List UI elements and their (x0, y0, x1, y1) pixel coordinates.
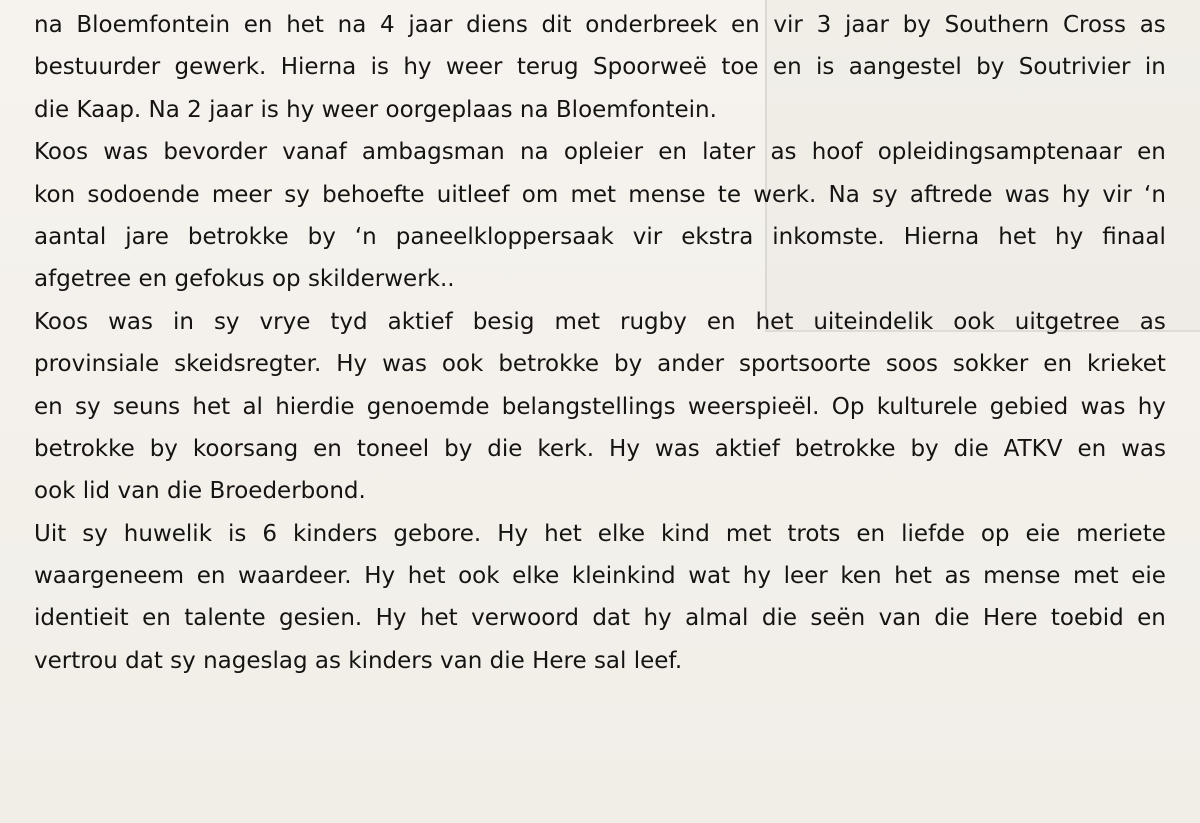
text-line: ook lid van die Broederbond. (34, 478, 366, 505)
text-line: kon sodoende meer sy behoefte uitleef om met mense te werk. Na sy aftrede was hy vir ‘n (34, 181, 1166, 208)
text-line: provinsiale skeidsregter. Hy was ook betrokke by ander sportsoorte soos sokker en krieket (34, 351, 1166, 378)
text-line: identieit en talente gesien. Hy het verwoord dat hy almal die seën van die Here toebid en (34, 605, 1166, 632)
text-line: bestuurder gewerk. Hierna is hy weer terug Spoorweë toe en is aangestel by Soutrivier in (34, 54, 1166, 81)
text-line: Uit sy huwelik is 6 kinders gebore. Hy het elke kind met trots en liefde op eie meriete (34, 520, 1166, 547)
text-line: vertrou dat sy nageslag as kinders van die Here sal leef. (34, 647, 683, 674)
text-line: Koos was in sy vrye tyd aktief besig met rugby en het uiteindelik ook uitgetree as (34, 308, 1166, 335)
text-line: waargeneem en waardeer. Hy het ook elke kleinkind wat hy leer ken het as mense met eie (34, 563, 1166, 590)
text-line: en sy seuns het al hierdie genoemde belangstellings weerspieël. Op kulturele gebied was hy (34, 393, 1166, 420)
text-line: afgetree en gefokus op skilderwerk.. (34, 266, 455, 293)
text-line: aantal jare betrokke by ‘n paneelkloppersaak vir ekstra inkomste. Hierna het hy finaal (34, 223, 1166, 250)
text-line: die Kaap. Na 2 jaar is hy weer oorgeplaas na Bloemfontein. (34, 96, 717, 123)
document-body (34, 4, 1166, 682)
text-line: na Bloemfontein en het na 4 jaar diens dit onderbreek en vir 3 jaar by Southern Cross as (34, 12, 1166, 38)
text-line: Koos was bevorder vanaf ambagsman na opleier en later as hoof opleidingsamptenaar en (34, 139, 1166, 166)
text-line: betrokke by koorsang en toneel by die kerk. Hy was aktief betrokke by die ATKV en was (34, 435, 1166, 462)
